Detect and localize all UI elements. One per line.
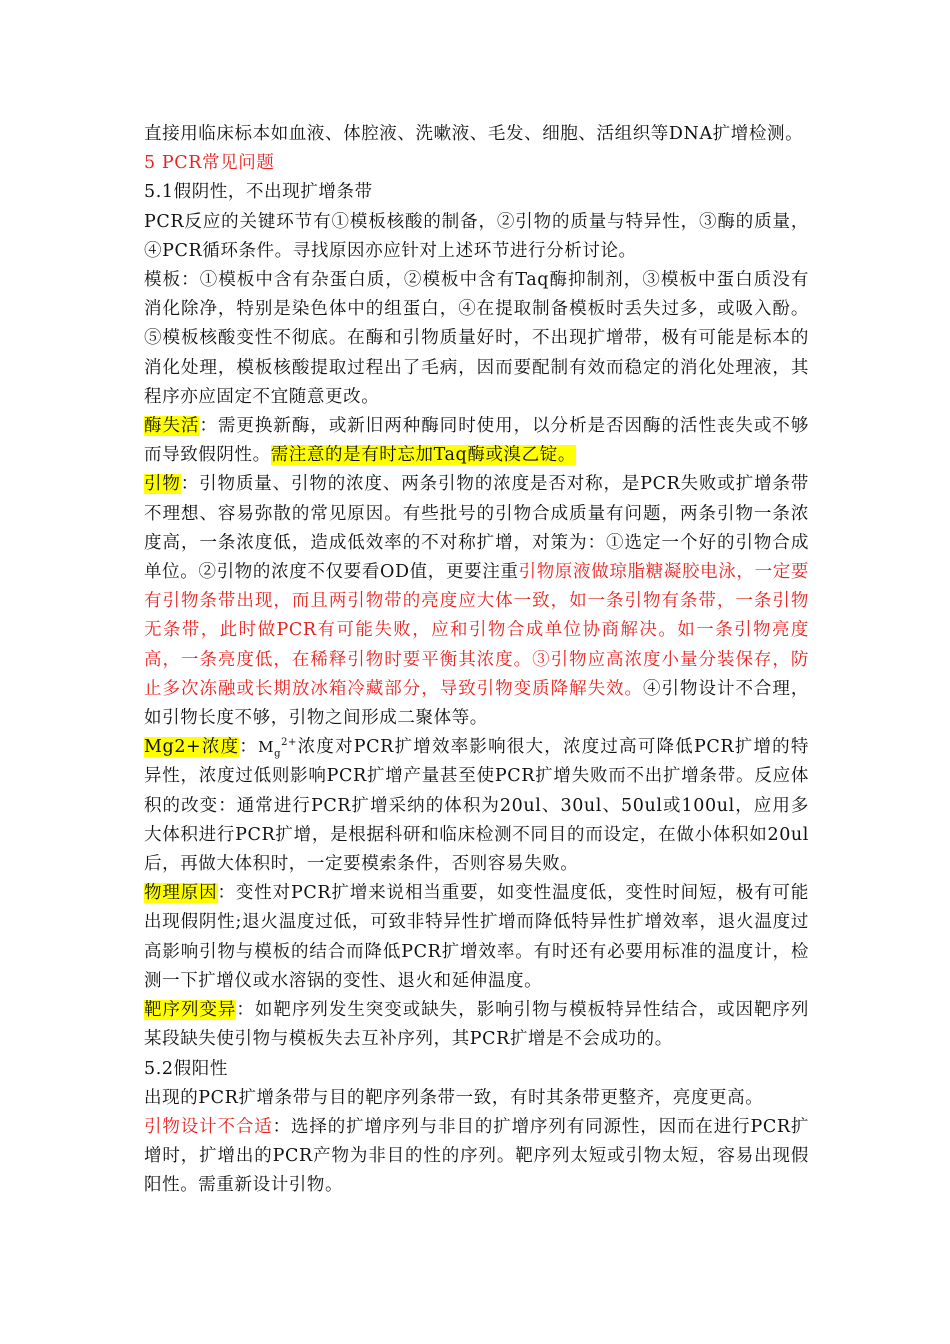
- paragraph-physical: [144, 879, 809, 996]
- paragraph-intro: 直接用临床标本如血液、体腔液、洗嗽液、毛发、细胞、活组织等DNA扩增检测。: [144, 124, 804, 144]
- paragraph-false-positive: 出现的PCR扩增条带与目的靶序列条带一致，有时其条带更整齐，亮度更高。: [144, 1087, 764, 1108]
- primer-design-text: ：选择的扩增序列与非目的扩增序列有同源性，因而在进行PCR扩增时，扩增出的PCR产物为非目的性的序列。靶序列太短或引物太短，容易出现假阳性。需重新设计引物。: [144, 1116, 810, 1196]
- paragraph-primer-design: [144, 1113, 809, 1201]
- mg-symbol-g: g: [274, 748, 282, 760]
- paragraph-key-steps: PCR反应的关键环节有①模板核酸的制备，②引物的质量与特异性，③酶的质量，④PCR循环条件。寻找原因亦应针对上述环节进行分析讨论。: [144, 211, 809, 261]
- primer-text-1: ：引物质量、引物的浓度、两条引物的浓度是否对称，是PCR失败或扩增条带不理想、容易弥散的常见原因。有些批号的引物合成质量有问题，两条引物一条浓度高，一条浓度低，造成低效率的不对称扩增，对策为：①选定一个好的引物合成单位。②引物的浓度不仅要看OD值，更要注重: [144, 474, 810, 583]
- mg-colon: ：: [239, 737, 259, 758]
- mg-symbol-m: M: [258, 738, 275, 757]
- mg-text: 浓度对PCR扩增效率影响很大，浓度过高可降低PCR扩增的特异性，浓度过低则影响PCR扩增产量甚至使PCR扩增失败而不出扩增条带。反应体积的改变：通常进行PCR扩增采纳的体积为20ul、30ul、50ul或100ul，应用多大体积进行PCR扩增，是根据科研和临床检测不同目的而设定，在做小体积如20ul后，再做大体积时，一定要模索条件，否则容易失败。: [144, 737, 809, 875]
- primer-text-red: 引物原液做琼脂糖凝胶电泳，一定要有引物条带出现，而且两引物带的亮度应大体一致，如一条引物有条带，一条引物无条带，此时做PCR有可能失败，应和引物合成单位协商解决。如一条引物亮度高，一条亮度低，在稀释引物时要平衡其浓度。③引物应高浓度小量分装保存，防止多次冻融或长期放冰箱冷藏部分，导致引物变质降解失效。: [144, 562, 809, 699]
- label-physical-cause: 物理原因: [144, 883, 218, 904]
- heading-5-1: 5.1假阴性，不出现扩增条带: [144, 182, 373, 203]
- label-primer: 引物: [144, 474, 181, 495]
- label-primer-design: 引物设计不合适: [144, 1116, 273, 1137]
- paragraph-target-variation: [144, 996, 809, 1054]
- mg-superscript: 2+: [281, 737, 298, 749]
- heading-section-5: 5 PCR常见问题: [144, 153, 275, 174]
- physical-text: ：变性对PCR扩增来说相当重要，如变性温度低，变性时间短，极有可能出现假阴性;退火温度过低，可致非特异性扩增而降低特异性扩增效率，退火温度过高影响引物与模板的结合而降低PCR扩增效率。有时还有必要用标准的温度计，检测一下扩增仪或水溶锅的变性、退火和延伸温度。: [144, 883, 809, 991]
- label-target-variation: 靶序列变异: [144, 1000, 237, 1021]
- paragraph-template: 模板：①模板中含有杂蛋白质，②模板中含有Taq酶抑制剂，③模板中蛋白质没有消化除净，特别是染色体中的组蛋白，④在提取制备模板时丢失过多，或吸入酚。⑤模板核酸变性不彻底。在酶和引物质量好时，不出现扩增带，极有可能是标本的消化处理，模板核酸提取过程出了毛病，因而要配制有效而稳定的消化处理液，其程序亦应固定不宜随意更改。: [144, 270, 809, 407]
- target-variation-text: ：如靶序列发生突变或缺失，影响引物与模板特异性结合，或因靶序列某段缺失使引物与模板失去互补序列，其PCR扩增是不会成功的。: [144, 1000, 809, 1050]
- paragraph-enzyme: [144, 412, 809, 470]
- label-mg-concentration: Mg2+浓度: [144, 737, 240, 758]
- enzyme-note-highlight: 需注意的是有时忘加Taq酶或溴乙锭。: [270, 445, 576, 466]
- label-enzyme-inactive: 酶失活: [144, 416, 200, 437]
- document-page: [144, 120, 809, 1201]
- heading-5-2: 5.2假阳性: [144, 1058, 228, 1079]
- primer-text-2: ④引物设计不合理，如引物长度不够，引物之间形成二聚体等。: [144, 678, 809, 729]
- paragraph-primer: [144, 470, 809, 733]
- enzyme-text: ：需更换新酶，或新旧两种酶同时使用，以分析是否因酶的活性丧失或不够而导致假阴性。: [144, 416, 809, 466]
- paragraph-mg: [144, 733, 809, 879]
